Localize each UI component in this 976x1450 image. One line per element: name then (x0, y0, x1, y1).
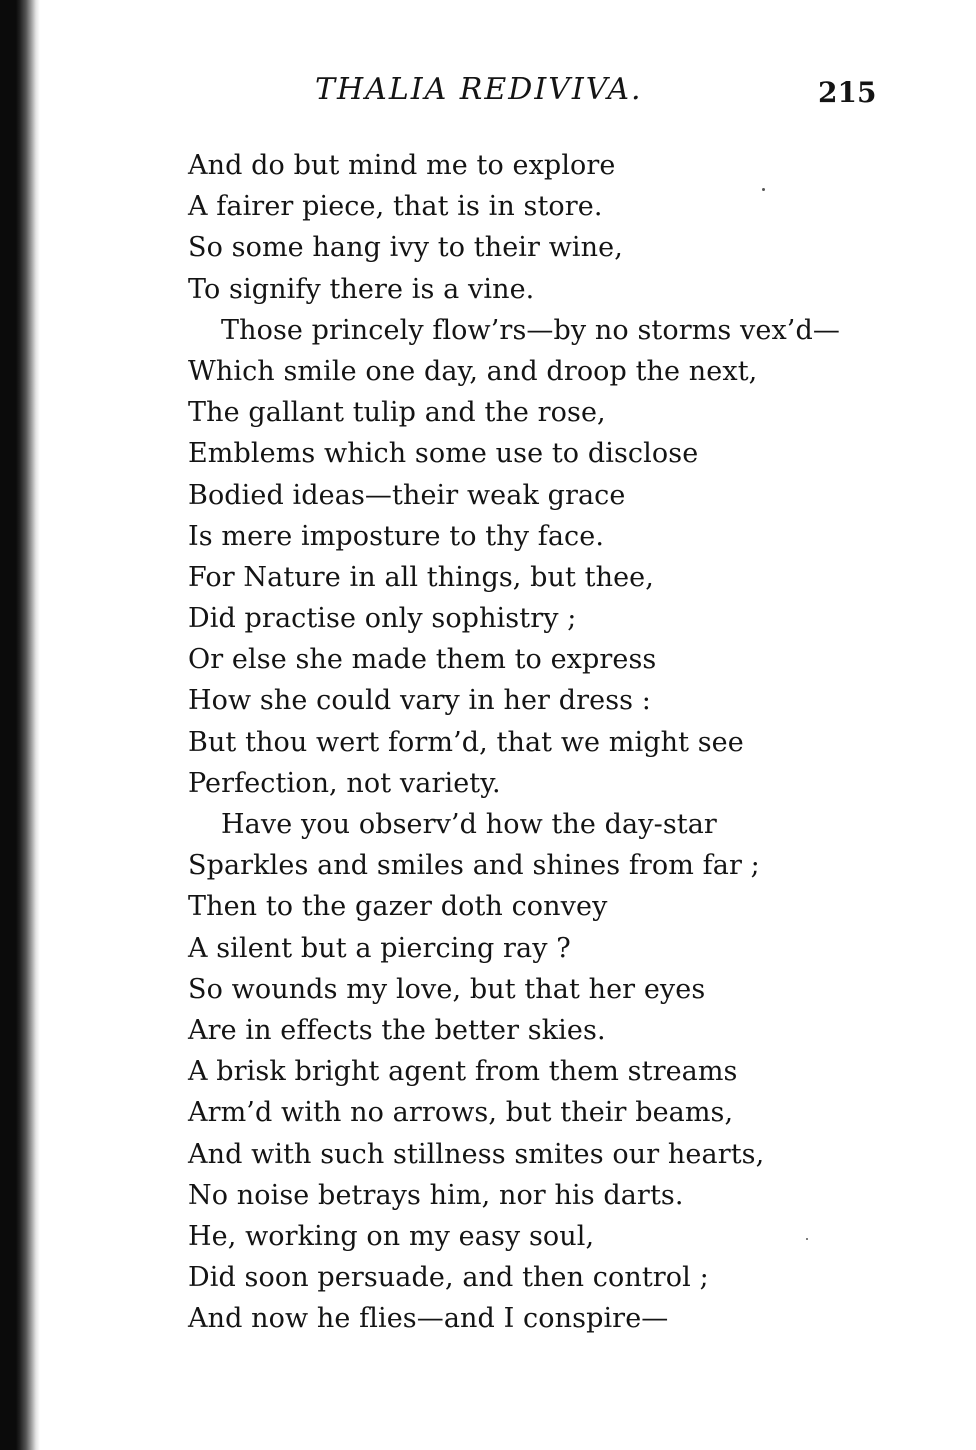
page-binding-edge (0, 0, 40, 1450)
poem-line: Arm’d with no arrows, but their beams, (188, 1097, 734, 1129)
poem-line: No noise betrays him, nor his darts. (188, 1179, 684, 1211)
poem-line: Are in effects the better skies. (188, 1014, 606, 1046)
poem-line: So wounds my love, but that her eyes (188, 973, 706, 1005)
poem-text (188, 145, 948, 1339)
poem-line: A fairer piece, that is in store. (188, 191, 603, 223)
running-head: THALIA REDIVIVA. (315, 72, 643, 107)
print-speck (806, 1238, 808, 1240)
poem-line: But thou wert form’d, that we might see (188, 726, 744, 758)
poem-line: Perfection, not variety. (188, 767, 501, 799)
poem-line: Sparkles and smiles and shines from far ; (188, 850, 760, 882)
poem-line: And do but mind me to explore (188, 150, 616, 181)
poem-line: And now he flies—and I conspire— (188, 1303, 669, 1335)
print-speck (762, 188, 765, 191)
poem-line: How she could vary in her dress : (188, 685, 651, 717)
poem-line: Those princely flow’rs—by no storms vex’d— (221, 314, 840, 346)
poem-line: Did soon persuade, and then control ; (188, 1262, 709, 1294)
poem-line: For Nature in all things, but thee, (188, 561, 654, 593)
poem-line: He, working on my easy soul, (188, 1220, 595, 1252)
poem-line: So some hang ivy to their wine, (188, 232, 623, 264)
poem-line: The gallant tulip and the rose, (188, 397, 606, 429)
poem-line: Emblems which some use to disclose (188, 438, 699, 470)
poem-line: Did practise only sophistry ; (188, 603, 577, 635)
page-number: 215 (818, 76, 877, 109)
poem-line: Or else she made them to express (188, 644, 657, 676)
poem-line: A silent but a piercing ray ? (188, 932, 571, 964)
poem-line: A brisk bright agent from them streams (188, 1056, 738, 1088)
poem-line: Have you observ’d how the day-star (221, 809, 717, 840)
page-header (0, 70, 976, 114)
poem-line: Bodied ideas—their weak grace (188, 479, 626, 511)
poem-line: To signify there is a vine. (188, 273, 535, 305)
poem-line: And with such stillness smites our hearts, (188, 1138, 765, 1170)
poem-line: Then to the gazer doth convey (188, 891, 608, 923)
poem-line: Which smile one day, and droop the next, (188, 355, 758, 387)
poem-line: Is mere imposture to thy face. (188, 520, 605, 552)
